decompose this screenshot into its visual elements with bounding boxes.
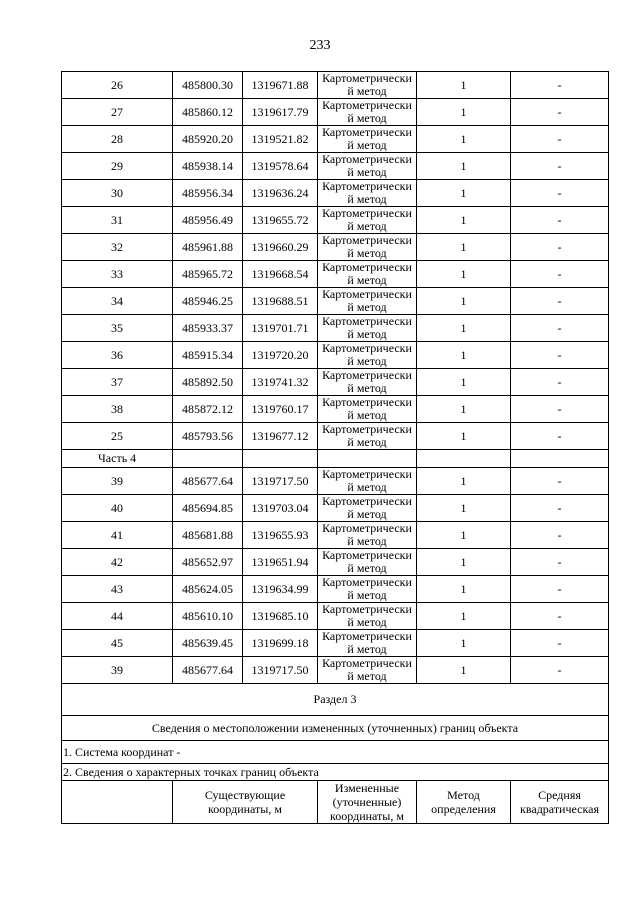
description: -: [511, 153, 609, 180]
header-mean-error: Средняя квадратическая: [511, 781, 609, 824]
method-line-2: й метод: [347, 353, 387, 368]
coord-x: 485956.49: [173, 207, 243, 234]
coord-y: 1319636.24: [243, 180, 318, 207]
method: [318, 261, 417, 288]
points-heading-row: [62, 764, 609, 781]
table-row: [62, 153, 609, 180]
point-number: 39: [62, 657, 173, 684]
table-row: [62, 396, 609, 423]
point-number: 43: [62, 576, 173, 603]
mean-error: 1: [417, 396, 511, 423]
coord-system: 1. Система координат -: [62, 741, 609, 764]
method-line-1: Картометрически: [322, 467, 412, 481]
table-row: [62, 603, 609, 630]
method-line-1: Картометрически: [322, 602, 412, 616]
method: [318, 468, 417, 495]
point-number: 28: [62, 126, 173, 153]
description: -: [511, 261, 609, 288]
method-line-1: Картометрически: [322, 206, 412, 220]
table-row: [62, 342, 609, 369]
method-line-2: й метод: [347, 668, 387, 683]
mean-error: 1: [417, 522, 511, 549]
table-row: [62, 630, 609, 657]
coord-x: 485681.88: [173, 522, 243, 549]
coord-x: 485800.30: [173, 72, 243, 99]
method-line-1: Картометрически: [322, 314, 412, 328]
part4-rows: [62, 468, 609, 684]
point-number: 29: [62, 153, 173, 180]
coord-x: 485956.34: [173, 180, 243, 207]
table-row: [62, 423, 609, 450]
coord-y: 1319701.71: [243, 315, 318, 342]
coord-y: 1319685.10: [243, 603, 318, 630]
mean-error: 1: [417, 342, 511, 369]
table-row: [62, 495, 609, 522]
coord-y: 1319717.50: [243, 657, 318, 684]
table-row: [62, 180, 609, 207]
description: -: [511, 423, 609, 450]
description: -: [511, 549, 609, 576]
points-heading: 2. Сведения о характерных точках границ объекта: [62, 764, 609, 781]
coord-x: 485652.97: [173, 549, 243, 576]
description: -: [511, 126, 609, 153]
method-line-2: й метод: [347, 614, 387, 629]
table-row: [62, 576, 609, 603]
description: -: [511, 396, 609, 423]
section-title: Раздел 3: [62, 684, 609, 716]
method: [318, 207, 417, 234]
point-number: 42: [62, 549, 173, 576]
method-line-1: Картометрически: [322, 422, 412, 436]
method-line-2: й метод: [347, 506, 387, 521]
coord-x: 485920.20: [173, 126, 243, 153]
method-line-2: й метод: [347, 191, 387, 206]
method: [318, 576, 417, 603]
method-line-2: й метод: [347, 533, 387, 548]
mean-error: 1: [417, 657, 511, 684]
coord-x: 485938.14: [173, 153, 243, 180]
method: [318, 522, 417, 549]
coord-y: 1319741.32: [243, 369, 318, 396]
point-number: 37: [62, 369, 173, 396]
method-line-1: Картометрически: [322, 260, 412, 274]
point-number: 36: [62, 342, 173, 369]
method: [318, 369, 417, 396]
mean-error: 1: [417, 261, 511, 288]
coord-x: 485915.34: [173, 342, 243, 369]
point-number: 34: [62, 288, 173, 315]
mean-error: 1: [417, 315, 511, 342]
method-line-2: й метод: [347, 434, 387, 449]
table-row: [62, 207, 609, 234]
description: -: [511, 72, 609, 99]
method: [318, 153, 417, 180]
coord-y: 1319677.12: [243, 423, 318, 450]
coord-x: 485872.12: [173, 396, 243, 423]
point-number: 31: [62, 207, 173, 234]
description: -: [511, 342, 609, 369]
coord-x: 485860.12: [173, 99, 243, 126]
method-line-1: Картометрически: [322, 179, 412, 193]
mean-error: 1: [417, 153, 511, 180]
table-header-row: [62, 781, 609, 824]
section-subtitle-row: [62, 716, 609, 741]
point-number: 44: [62, 603, 173, 630]
mean-error: 1: [417, 72, 511, 99]
mean-error: 1: [417, 288, 511, 315]
coord-x: 485961.88: [173, 234, 243, 261]
table-row: [62, 72, 609, 99]
table-row: [62, 261, 609, 288]
point-number: 30: [62, 180, 173, 207]
coord-y: 1319578.64: [243, 153, 318, 180]
coord-y: 1319651.94: [243, 549, 318, 576]
method-line-2: й метод: [347, 641, 387, 656]
method-line-1: Картометрически: [322, 233, 412, 247]
method-line-2: й метод: [347, 110, 387, 125]
description: -: [511, 657, 609, 684]
table-row: [62, 315, 609, 342]
coordinates-table: [61, 71, 609, 824]
point-number: 40: [62, 495, 173, 522]
table-row: [62, 234, 609, 261]
method-line-2: й метод: [347, 164, 387, 179]
header-changed: Измененные (уточненные) координаты, м: [318, 781, 417, 824]
point-number: 41: [62, 522, 173, 549]
header-method: Метод определения: [417, 781, 511, 824]
section-subtitle: Сведения о местоположении измененных (уточненных) границ объекта: [62, 716, 609, 741]
mean-error: 1: [417, 180, 511, 207]
coord-x: 485677.64: [173, 468, 243, 495]
point-number: 38: [62, 396, 173, 423]
method-line-1: Картометрически: [322, 341, 412, 355]
coord-x: 485694.85: [173, 495, 243, 522]
mean-error: 1: [417, 603, 511, 630]
point-number: 32: [62, 234, 173, 261]
coord-y: 1319660.29: [243, 234, 318, 261]
method-line-2: й метод: [347, 380, 387, 395]
coord-x: 485793.56: [173, 423, 243, 450]
method-line-1: Картометрически: [322, 494, 412, 508]
method-line-1: Картометрически: [322, 368, 412, 382]
method-line-2: й метод: [347, 245, 387, 260]
coord-y: 1319703.04: [243, 495, 318, 522]
method: [318, 180, 417, 207]
description: -: [511, 234, 609, 261]
description: -: [511, 522, 609, 549]
method: [318, 342, 417, 369]
mean-error: 1: [417, 576, 511, 603]
coord-y: 1319717.50: [243, 468, 318, 495]
method-line-2: й метод: [347, 83, 387, 98]
method-line-1: Картометрически: [322, 548, 412, 562]
description: -: [511, 99, 609, 126]
coord-y: 1319655.93: [243, 522, 318, 549]
part-4-row: [62, 450, 609, 468]
part-4-label: Часть 4: [62, 450, 173, 468]
method: [318, 288, 417, 315]
description: -: [511, 207, 609, 234]
description: -: [511, 468, 609, 495]
method: [318, 603, 417, 630]
mean-error: 1: [417, 423, 511, 450]
method: [318, 99, 417, 126]
method-line-2: й метод: [347, 587, 387, 602]
description: -: [511, 288, 609, 315]
mean-error: 1: [417, 234, 511, 261]
method-line-1: Картометрически: [322, 629, 412, 643]
table-row: [62, 369, 609, 396]
method: [318, 423, 417, 450]
method: [318, 234, 417, 261]
coord-x: 485677.64: [173, 657, 243, 684]
description: -: [511, 603, 609, 630]
point-number: 33: [62, 261, 173, 288]
coord-y: 1319760.17: [243, 396, 318, 423]
method-line-2: й метод: [347, 272, 387, 287]
point-number: 35: [62, 315, 173, 342]
point-number: 26: [62, 72, 173, 99]
method-line-1: Картометрически: [322, 575, 412, 589]
coord-x: 485946.25: [173, 288, 243, 315]
point-number: 45: [62, 630, 173, 657]
coord-y: 1319688.51: [243, 288, 318, 315]
coord-x: 485639.45: [173, 630, 243, 657]
description: -: [511, 576, 609, 603]
method: [318, 657, 417, 684]
mean-error: 1: [417, 495, 511, 522]
table-row: [62, 522, 609, 549]
table-row: [62, 468, 609, 495]
method-line-2: й метод: [347, 407, 387, 422]
mean-error: 1: [417, 126, 511, 153]
method-line-1: Картометрически: [322, 98, 412, 112]
header-existing: Существующие координаты, м: [173, 781, 318, 824]
coord-y: 1319634.99: [243, 576, 318, 603]
mean-error: 1: [417, 630, 511, 657]
method-line-2: й метод: [347, 560, 387, 575]
method-line-1: Картометрически: [322, 287, 412, 301]
coord-x: 485610.10: [173, 603, 243, 630]
point-number: 39: [62, 468, 173, 495]
coord-x: 485624.05: [173, 576, 243, 603]
table-row: [62, 657, 609, 684]
mean-error: 1: [417, 369, 511, 396]
point-number: 27: [62, 99, 173, 126]
description: -: [511, 315, 609, 342]
method: [318, 315, 417, 342]
method: [318, 630, 417, 657]
point-number: 25: [62, 423, 173, 450]
coord-x: 485965.72: [173, 261, 243, 288]
method: [318, 396, 417, 423]
description: -: [511, 180, 609, 207]
mean-error: 1: [417, 468, 511, 495]
method-line-2: й метод: [347, 479, 387, 494]
table-row: [62, 99, 609, 126]
coord-x: 485892.50: [173, 369, 243, 396]
table-row: [62, 549, 609, 576]
method-line-1: Картометрически: [322, 395, 412, 409]
method: [318, 549, 417, 576]
table-row: [62, 288, 609, 315]
method-line-2: й метод: [347, 137, 387, 152]
coord-system-row: [62, 741, 609, 764]
method: [318, 495, 417, 522]
mean-error: 1: [417, 207, 511, 234]
mean-error: 1: [417, 99, 511, 126]
coord-y: 1319699.18: [243, 630, 318, 657]
method-line-1: Картометрически: [322, 656, 412, 670]
description: -: [511, 369, 609, 396]
method: [318, 126, 417, 153]
coord-y: 1319668.54: [243, 261, 318, 288]
method-line-1: Картометрически: [322, 521, 412, 535]
description: -: [511, 495, 609, 522]
method-line-1: Картометрически: [322, 71, 412, 85]
part3-rows: [62, 72, 609, 450]
description: -: [511, 630, 609, 657]
table-row: [62, 126, 609, 153]
coord-y: 1319720.20: [243, 342, 318, 369]
method-line-1: Картометрически: [322, 152, 412, 166]
mean-error: 1: [417, 549, 511, 576]
method-line-1: Картометрически: [322, 125, 412, 139]
section-title-row: [62, 684, 609, 716]
method-line-2: й метод: [347, 299, 387, 314]
method: [318, 72, 417, 99]
coord-y: 1319671.88: [243, 72, 318, 99]
coord-y: 1319655.72: [243, 207, 318, 234]
coord-x: 485933.37: [173, 315, 243, 342]
coord-y: 1319617.79: [243, 99, 318, 126]
page-number: 233: [309, 38, 331, 53]
method-line-2: й метод: [347, 326, 387, 341]
method-line-2: й метод: [347, 218, 387, 233]
coord-y: 1319521.82: [243, 126, 318, 153]
